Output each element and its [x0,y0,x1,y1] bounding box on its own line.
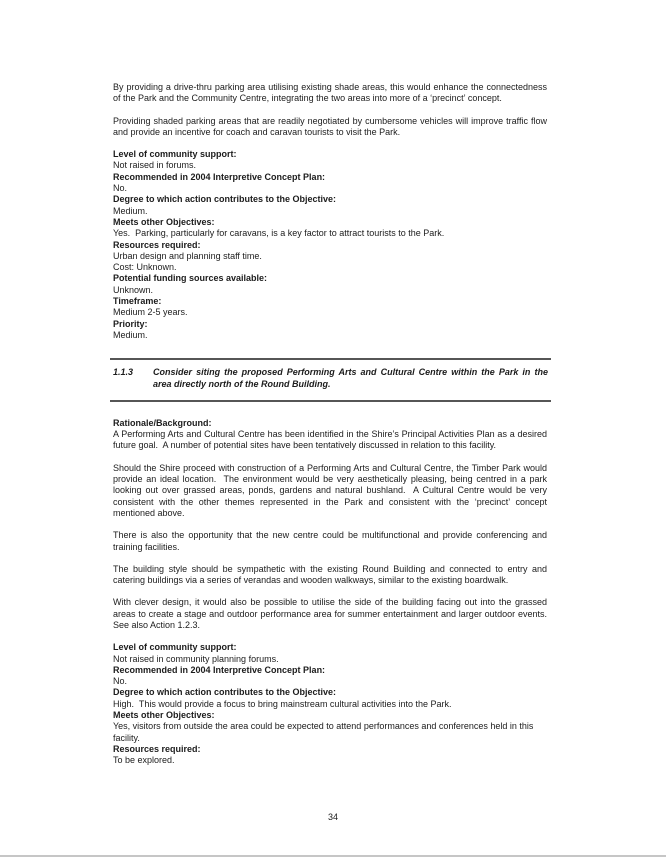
scan-edge-line [0,855,666,857]
field-label: Potential funding sources available: [113,273,268,284]
rationale-paragraph: Should the Shire proceed with construction of a Performing Arts and Cultural Centre, the Timber Park would provide an ideal location. The environment would be very aesthetically pleasing, being centred in a park looking out over grassed areas, ponds, gardens and natural bushland. A Cultural Centre would be very consistent with the other themes represented in the Park and consistent with the ‘precinct’ concept mentioned above. [113,462,550,518]
intro-paragraph: By providing a drive-thru parking area utilising existing shade areas, this would enhance the connectedness of the Park and the Community Centre, integrating the two areas into more of a ‘precinct’ concept. [113,82,550,104]
field-label: Level of community support: [113,149,237,160]
rationale-label: Rationale/Background: [113,417,212,428]
field-label: Recommended in 2004 Interpretive Concept Plan: [113,664,326,675]
field-label: Recommended in 2004 Interpretive Concept Plan: [113,171,326,182]
field-value: No. [113,676,128,687]
field-label: Resources required: [113,743,201,754]
field-label: Resources required: [113,239,201,250]
page-content [113,82,553,778]
section-number: 1.1.3 [113,367,134,378]
rationale-paragraph: A Performing Arts and Cultural Centre has been identified in the Shire’s Principal Activities Plan as a desired future goal. A number of potential sites have been tentatively discussed in relation to this facility. [113,429,550,451]
field-value: Cost: Unknown. [113,262,177,273]
section-title: Consider siting the proposed Performing Arts and Cultural Centre within the Park in the area directly north of the Round Building. [153,367,548,389]
rationale-paragraph: The building style should be sympathetic with the existing Round Building and connected to entry and catering buildings via a series of verandas and wooden walkways, similar to the existing boardwalk. [113,563,550,586]
field-value: Not raised in forums. [113,160,197,171]
rationale-paragraph: There is also the opportunity that the new centre could be multifunctional and provide conferencing and training facilities. [113,530,550,552]
page-number: 34 [327,812,338,822]
field-value: Yes. Parking, particularly for caravans, is a key factor to attract tourists to the Park. [113,228,445,239]
field-label: Meets other Objectives: [113,710,215,721]
action-attributes-list-2 [113,642,547,766]
field-value: Medium 2-5 years. [113,307,188,318]
rationale-paragraph: With clever design, it would also be possible to utilise the side of the building facing out into the grassed areas to create a stage and outdoor performance area for summer entertainment and larger outdoor events. See also Action 1.2.3. [113,597,553,630]
field-value: No. [113,183,128,194]
field-value: To be explored. [113,755,175,766]
field-label: Timeframe: [113,296,162,307]
field-value: Urban design and planning staff time. [113,250,262,261]
field-label: Level of community support: [113,642,237,653]
action-attributes-list-1 [113,149,547,341]
field-label: Priority: [113,318,148,329]
intro-paragraph: Providing shaded parking areas that are readily negotiated by cumbersome vehicles will improve traffic flow and provide an incentive for coach and caravan tourists to visit the Park. [113,115,550,137]
field-value: Yes, visitors from outside the area could be expected to attend performances and conferences held in this facility. [113,721,536,743]
field-value: Medium. [113,205,148,216]
section-heading-1-1-3 [110,358,551,402]
field-label: Meets other Objectives: [113,216,215,227]
field-value: High. This would provide a focus to bring mainstream cultural activities into the Park. [113,698,452,709]
field-value: Not raised in community planning forums. [113,653,279,664]
field-value: Unknown. [113,284,154,295]
rationale-header [113,418,547,429]
field-label: Degree to which action contributes to the Objective: [113,194,337,205]
field-label: Degree to which action contributes to the Objective: [113,687,337,698]
field-value: Medium. [113,329,148,340]
